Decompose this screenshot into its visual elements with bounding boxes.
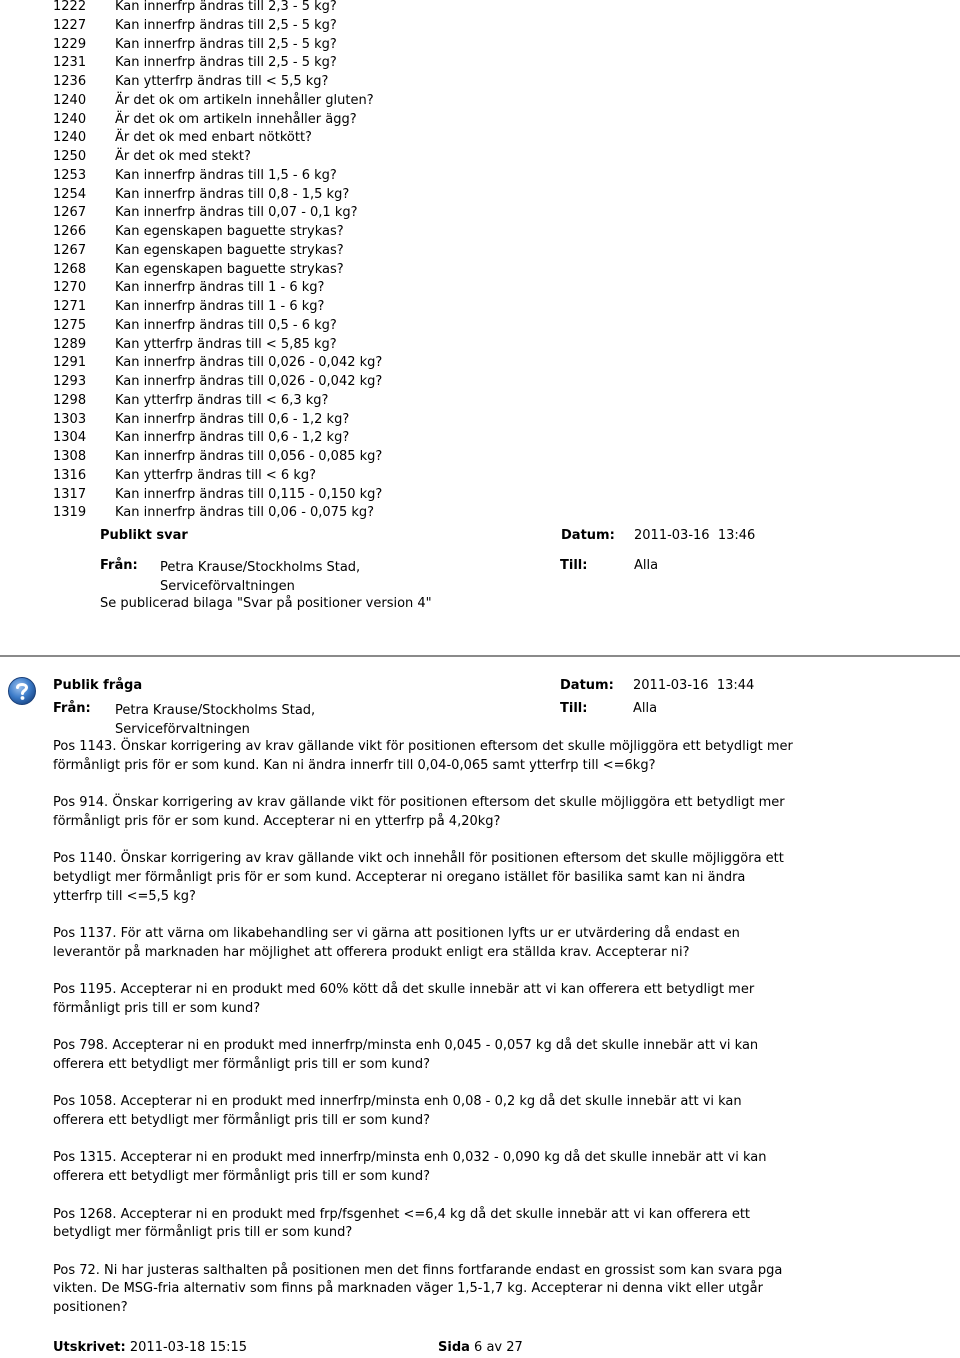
answer-note: Se publicerad bilaga "Svar på positioner version 4" — [100, 596, 432, 611]
page-of: av — [486, 1340, 503, 1355]
list-item — [53, 486, 382, 505]
answer-from-value — [160, 558, 360, 596]
position-number: 1268 — [53, 261, 87, 277]
question-paragraph: Pos 914. Önskar korrigering av krav gällande vikt för positionen eftersom det skulle möjliggöra ett betydligt mer förmånligt pris för er som kund. Accepterar ni en ytterfrp på 4,20kg? — [53, 795, 785, 829]
list-item — [53, 17, 382, 36]
position-question: Kan innerfrp ändras till 0,6 - 1,2 kg? — [115, 411, 350, 427]
list-item — [53, 111, 382, 130]
position-question: Kan innerfrp ändras till 0,5 - 6 kg? — [115, 317, 337, 333]
position-question: Är det ok med enbart nötkött? — [115, 130, 312, 146]
list-item — [53, 429, 382, 448]
position-question: Kan innerfrp ändras till 2,5 - 5 kg? — [115, 36, 337, 52]
position-question: Kan innerfrp ändras till 0,026 - 0,042 kg? — [115, 374, 383, 389]
list-item — [53, 54, 382, 73]
position-question: Kan innerfrp ändras till 1 - 6 kg? — [115, 299, 325, 314]
position-question: Kan innerfrp ändras till 1 - 6 kg? — [115, 280, 325, 296]
list-item — [53, 36, 382, 55]
list-item — [53, 373, 382, 392]
position-number: 1227 — [53, 17, 87, 33]
list-item — [53, 204, 382, 223]
page-current: 6 — [474, 1340, 483, 1355]
question-paragraph: Pos 1195. Accepterar ni en produkt med 60% kött då det skulle innebär att vi kan offerera ett betydligt mer förmånligt pris till er som kund? — [53, 982, 755, 1016]
list-item — [53, 242, 382, 261]
question-paragraph: Pos 1058. Accepterar ni en produkt med innerfrp/minsta enh 0,08 - 0,2 kg då det skulle innebär att vi kan offerera ett betydligt mer förmånligt pris till er som kund? — [53, 1094, 742, 1129]
question-from-value — [115, 701, 315, 739]
position-number: 1270 — [53, 280, 87, 296]
question-paragraph: Pos 1143. Önskar korrigering av krav gällande vikt för positionen eftersom det skulle möjliggöra ett betydligt mer förmånligt pris för er som kund. Kan ni ändra innerfr till 0,04-0,065 samt ytterfrp till <=6kg? — [53, 739, 793, 773]
list-item — [53, 448, 382, 467]
printed-footer — [53, 1340, 247, 1355]
position-question: Kan innerfrp ändras till 0,115 - 0,150 kg? — [115, 486, 383, 502]
position-number: 1316 — [53, 467, 87, 483]
list-item — [53, 223, 382, 242]
position-number: 1231 — [53, 55, 87, 71]
list-item — [53, 279, 382, 298]
list-item — [53, 92, 382, 111]
position-question: Kan innerfrp ändras till 0,026 - 0,042 kg? — [115, 355, 383, 371]
list-item — [53, 392, 382, 411]
position-number: 1266 — [53, 224, 87, 239]
question-paragraph: Pos 1137. För att värna om likabehandling ser vi gärna att positionen lyfts ur er utvärdering då endast en leverantör på marknaden har möjlighet att offerera produkt enligt era ställda krav. Accepterar ni? — [53, 926, 740, 960]
position-question: Kan innerfrp ändras till 2,3 - 5 kg? — [115, 0, 337, 14]
question-paragraph: Pos 72. Ni har justeras salthalten på positionen men det finns fortfarande endast en grossist som kan svara pga vikten. De MSG-fria alternativ som finns på marknaden väger 1,5-1,7 kg. Accepterar ni denna vikt eller utgår positionen? — [53, 1262, 783, 1316]
position-question: Kan ytterfrp ändras till < 6,3 kg? — [115, 392, 329, 408]
position-number: 1289 — [53, 336, 87, 352]
position-question: Kan innerfrp ändras till 0,06 - 0,075 kg? — [115, 505, 375, 521]
answer-from-line2: Serviceförvaltningen — [160, 579, 295, 594]
list-item — [53, 354, 382, 373]
question-from-label: Från: — [53, 701, 91, 716]
question-title: Publik fråga — [53, 678, 143, 693]
answer-title: Publikt svar — [100, 528, 188, 543]
list-item — [53, 186, 382, 205]
answer-to-label: Till: — [560, 558, 588, 573]
position-number: 1240 — [53, 130, 87, 146]
position-question: Kan ytterfrp ändras till < 6 kg? — [115, 467, 317, 483]
printed-label: Utskrivet: — [53, 1340, 126, 1355]
answer-from-label: Från: — [100, 558, 138, 573]
position-number: 1254 — [53, 186, 87, 202]
list-item — [53, 129, 382, 148]
list-item — [53, 317, 382, 336]
position-question: Är det ok med stekt? — [115, 149, 251, 164]
position-number: 1303 — [53, 411, 87, 427]
printed-value: 2011-03-18 15:15 — [129, 1340, 248, 1355]
position-number: 1298 — [53, 392, 87, 408]
list-item — [53, 467, 382, 486]
position-number: 1267 — [53, 205, 87, 221]
position-number: 1240 — [53, 92, 87, 108]
answer-to-value: Alla — [634, 558, 659, 573]
position-number: 1308 — [53, 449, 87, 464]
list-item — [53, 148, 382, 167]
list-item — [53, 298, 382, 317]
position-question: Kan egenskapen baguette strykas? — [115, 261, 344, 277]
position-question: Kan innerfrp ändras till 2,5 - 5 kg? — [115, 55, 337, 71]
position-question: Kan innerfrp ändras till 0,07 - 0,1 kg? — [115, 205, 358, 221]
question-date-label: Datum: — [560, 678, 614, 693]
list-item — [53, 73, 382, 92]
position-question: Är det ok om artikeln innehåller ägg? — [115, 111, 357, 127]
list-item — [53, 336, 382, 355]
answer-date-value: 2011-03-16 13:46 — [634, 528, 756, 543]
position-number: 1271 — [53, 299, 87, 314]
position-question: Kan innerfrp ändras till 1,5 - 6 kg? — [115, 167, 337, 183]
question-paragraph: Pos 1268. Accepterar ni en produkt med frp/fsgenhet <=6,4 kg då det skulle innebär att vi kan offerera ett betydligt mer förmånligt pris till er som kund? — [53, 1206, 751, 1241]
position-list — [53, 0, 382, 523]
list-item — [53, 0, 382, 17]
answer-from-line1: Petra Krause/Stockholms Stad, — [160, 560, 361, 575]
question-paragraph: Pos 1140. Önskar korrigering av krav gällande vikt och innehåll för positionen eftersom det skulle möjliggöra ett betydligt mer förmånligt pris för er som kund. Accepterar ni oregano istället för basilika samt kan ni ändra ytterfrp till <=5,5 kg? — [53, 851, 784, 904]
page-number — [438, 1340, 523, 1355]
position-question: Kan innerfrp ändras till 0,6 - 1,2 kg? — [115, 430, 350, 446]
position-number: 1229 — [53, 36, 87, 52]
list-item — [53, 504, 382, 523]
question-body — [53, 738, 793, 1337]
list-item — [53, 167, 382, 186]
question-from-line2: Serviceförvaltningen — [115, 722, 250, 737]
question-from-line1: Petra Krause/Stockholms Stad, — [115, 703, 316, 718]
position-number: 1291 — [53, 355, 87, 371]
position-number: 1317 — [53, 486, 87, 502]
page-label: Sida — [438, 1340, 470, 1355]
question-date-value: 2011-03-16 13:44 — [633, 678, 755, 693]
section-divider — [0, 655, 960, 657]
position-number: 1267 — [53, 242, 87, 258]
list-item — [53, 261, 382, 280]
page-total: 27 — [506, 1340, 523, 1355]
position-question: Kan ytterfrp ändras till < 5,5 kg? — [115, 74, 329, 89]
position-question: Kan ytterfrp ändras till < 5,85 kg? — [115, 336, 337, 352]
question-paragraph: Pos 798. Accepterar ni en produkt med innerfrp/minsta enh 0,045 - 0,057 kg då det skulle innebär att vi kan offerera ett betydligt mer förmånligt pris till er som kund? — [53, 1038, 759, 1073]
position-question: Är det ok om artikeln innehåller gluten? — [115, 92, 374, 108]
position-number: 1304 — [53, 430, 87, 446]
position-number: 1253 — [53, 167, 87, 183]
position-question: Kan egenskapen baguette strykas? — [115, 242, 344, 258]
answer-date-label: Datum: — [561, 528, 615, 543]
position-question: Kan innerfrp ändras till 2,5 - 5 kg? — [115, 17, 337, 33]
position-question: Kan egenskapen baguette strykas? — [115, 224, 344, 239]
position-number: 1236 — [53, 74, 87, 89]
question-to-label: Till: — [560, 701, 588, 716]
position-question: Kan innerfrp ändras till 0,8 - 1,5 kg? — [115, 186, 350, 202]
question-to-value: Alla — [633, 701, 658, 716]
position-number: 1222 — [53, 0, 87, 14]
position-number: 1319 — [53, 505, 87, 521]
position-number: 1275 — [53, 317, 87, 333]
position-number: 1240 — [53, 111, 87, 127]
question-paragraph: Pos 1315. Accepterar ni en produkt med innerfrp/minsta enh 0,032 - 0,090 kg då det skulle innebär att vi kan offerera ett betydligt mer förmånligt pris till er som kund? — [53, 1150, 767, 1185]
position-number: 1250 — [53, 149, 87, 164]
list-item — [53, 411, 382, 430]
question-icon — [7, 676, 37, 706]
position-question: Kan innerfrp ändras till 0,056 - 0,085 kg? — [115, 449, 383, 464]
position-number: 1293 — [53, 374, 87, 389]
